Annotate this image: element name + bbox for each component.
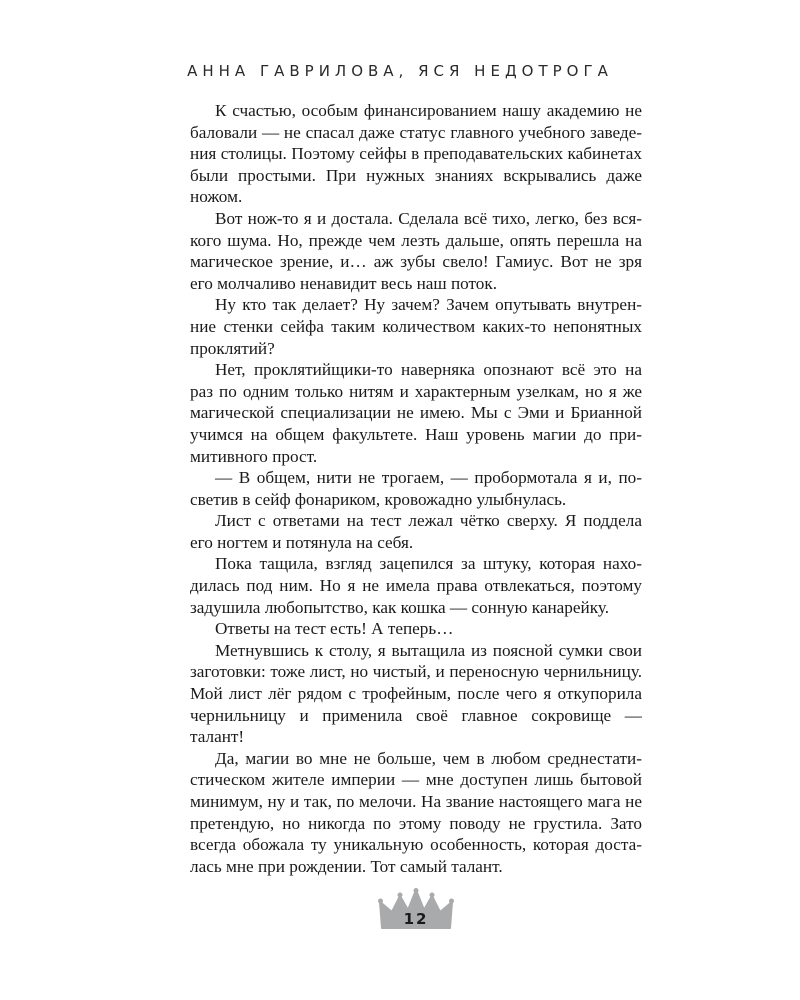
paragraph: К счастью, особым финансированием нашу академию не баловали — не спасал даже статус главного учебного заведения столицы. Поэтому сейфы в преподавательских кабинетах были простыми. При нужных знаниях вскрывались даже ножом. [190,101,642,207]
body-text [190,100,642,877]
paragraph: Метнувшись к столу, я вытащила из поясной сумки свои заготовки: тоже лист, но чистый, и переносную чернильницу. Мой лист лёг рядом с трофейным, после чего я откупорила чернильницу и применила своё главное сокровище — талант! [190,640,642,747]
paragraph: Пока тащила, взгляд зацепился за штуку, которая находилась под ним. Но я не имела права отвлекаться, поэтому задушила любопытство, как кошка — сонную канарейку. [190,554,642,617]
paragraph: Ответы на тест есть! А теперь… [215,619,454,639]
paragraph: Нет, проклятийщики-то наверняка опознают всё это на раз по одним только нитям и характерным узелкам, но я же магической специализации не имею. Мы с Эми и Брианной учимся на общем факультете. Наш уровень магии до примитивного прост. [190,360,642,466]
paragraph: — В общем, нити не трогаем, — пробормотала я и, посветив в сейф фонариком, кровожадно улыбнулась. [190,468,642,509]
paragraph: Лист с ответами на тест лежал чётко сверху. Я поддела его ногтем и потянула на себя. [190,511,642,552]
page-number-ornament [378,888,454,934]
paragraph: Вот нож-то я и достала. Сделала всё тихо, легко, без всякого шума. Но, прежде чем лезть дальше, опять перешла на магическое зрение, и… аж зубы свело! Гамиус. Вот не зря его молчаливо ненавидит весь наш поток. [190,208,642,293]
paragraph: Ну кто так делает? Ну зачем? Зачем опутывать внутренние стенки сейфа таким количеством каких-то непонятных проклятий? [190,295,642,358]
running-header: АННА ГАВРИЛОВА, ЯСЯ НЕДОТРОГА [187,62,613,80]
page-number: 12 [403,910,429,928]
paragraph: Да, магии во мне не больше, чем в любом среднестатистическом жителе империи — мне доступен лишь бытовой минимум, ну и так, по мелочи. На звание настоящего мага не претендую, но никогда по этому поводу не грустила. Зато всегда обожала ту уникальную особенность, которая досталась мне при рождении. Тот самый талант. [190,748,642,876]
